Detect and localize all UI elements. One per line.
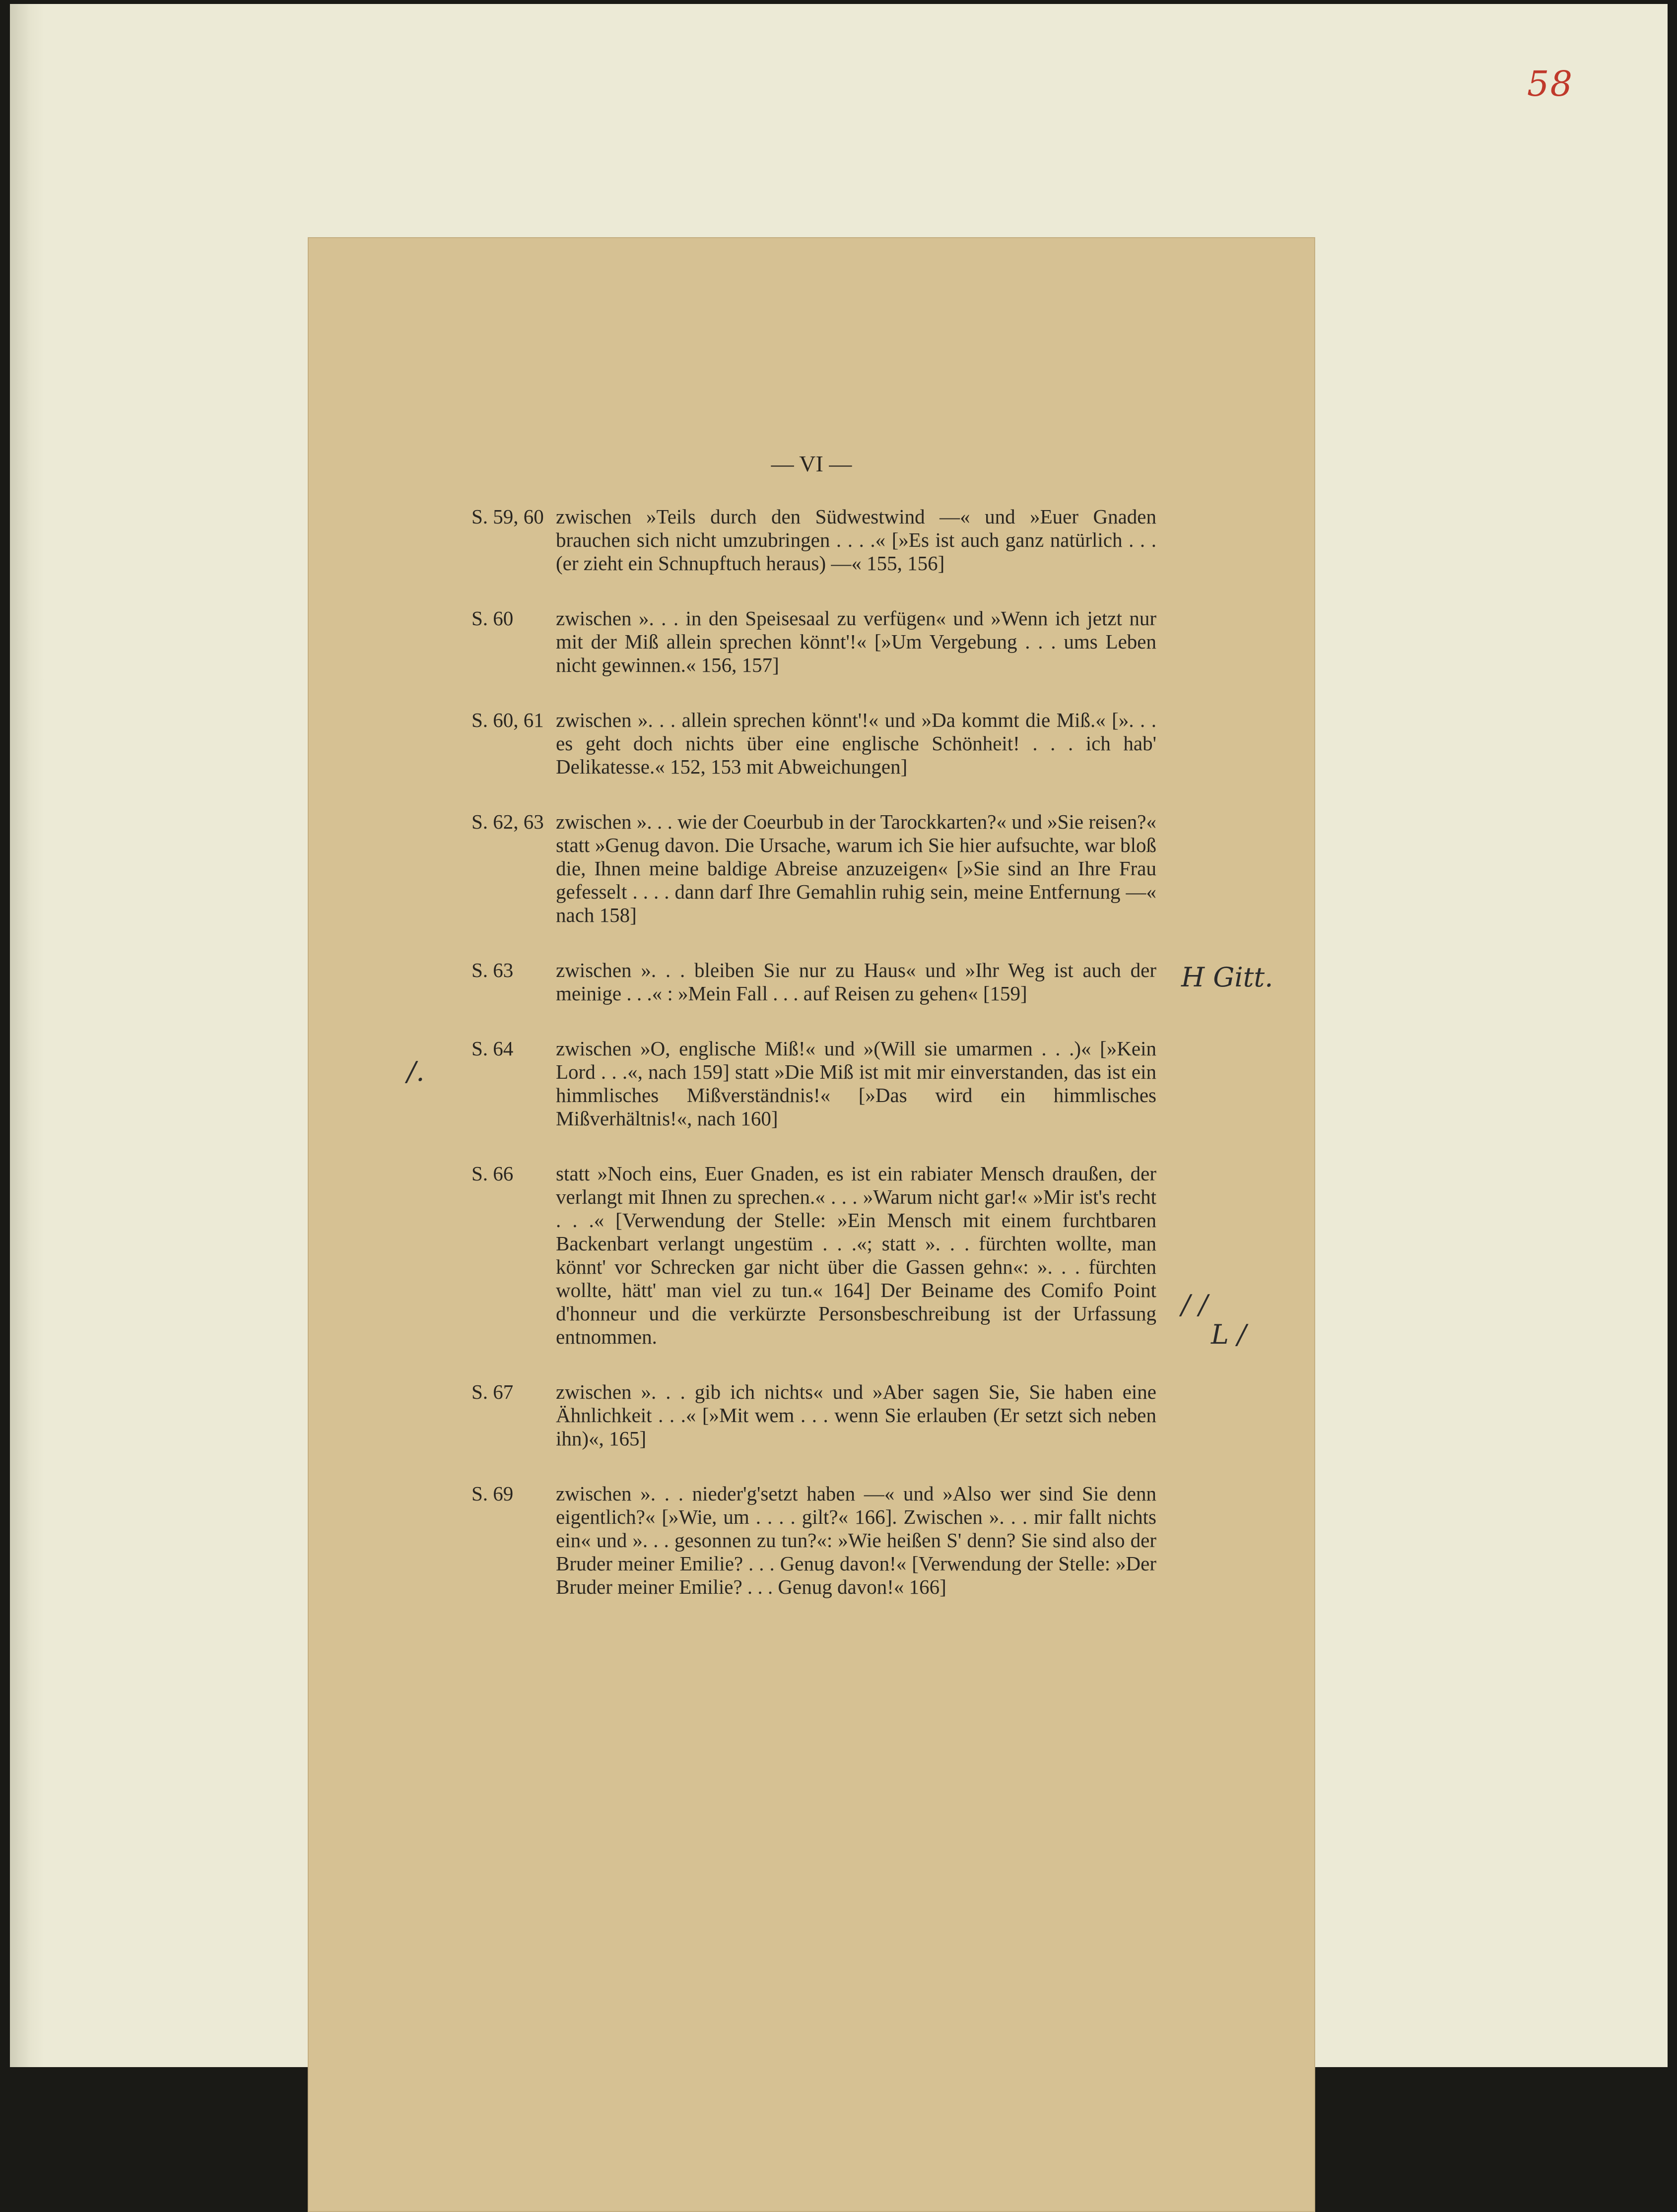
entry-ref: S. 69	[471, 1482, 514, 1505]
margin-note-handwritten: / /	[1181, 1289, 1208, 1320]
margin-note-handwritten: L /	[1211, 1319, 1247, 1350]
page-mount	[10, 4, 1668, 2067]
entry-text: zwischen ». . . wie der Coeurbub in der Tarockkarten?« und »Sie reisen?« statt »Genug davon. Die Ursache, warum ich Sie hier aufsuchte, war bloß die, Ihnen meine baldige Abreise anzuzeigen« [»Sie sind an Ihre Frau gefesselt . . . . dann darf Ihre Gemahlin ruhig sein, meine Entfernung —« nach 158]	[556, 810, 1156, 926]
entry	[471, 1482, 1156, 1599]
entry	[471, 1380, 1156, 1450]
entry-ref: S. 66	[471, 1162, 514, 1185]
entry-text: statt »Noch eins, Euer Gnaden, es ist ein rabiater Mensch draußen, der verlangt mit Ihnen zu sprechen.« . . . »Warum nicht gar!« »Mir ist's recht . . .« [Verwendung der Stelle: »Ein Mensch mit einem furchtbaren Backenbart verlangt ungestüm . . .«; statt ». . . fürchten wollte, man könnt' vor Schrecken gar nicht über die Gassen gehn«: ». . . fürchten wollte, hätt' man viel zu tun.« 164] Der Beiname des Comifo Point d'honneur und die verkürzte Personsbeschreibung ist der Urfassung entnommen.	[556, 1162, 1156, 1348]
entry-text: zwischen ». . . gib ich nichts« und »Aber sagen Sie, Sie haben eine Ähnlichkeit . . .« [»Mit wem . . . wenn Sie erlauben (Er setzt sich neben ihn)«, 165]	[556, 1380, 1156, 1450]
folio-number: 58	[1527, 64, 1573, 104]
entry-ref: S. 62, 63	[471, 810, 544, 833]
entry-text: zwischen »O, englische Miß!« und »(Will sie umarmen . . .)« [»Kein Lord . . .«, nach 159] statt »Die Miß ist mit mir einverstanden, das ist ein himmlisches Mißverständnis!« [»Das wird ein himmlisches Mißverhältnis!«, nach 160]	[556, 1037, 1156, 1130]
entry-text: zwischen ». . . bleiben Sie nur zu Haus« und »Ihr Weg ist auch der meinige . . .« : »Mein Fall . . . auf Reisen zu gehen« [159]	[556, 959, 1156, 1005]
margin-note-handwritten: H Gitt.	[1181, 962, 1274, 993]
entry	[471, 1037, 1156, 1130]
entry-ref: S. 67	[471, 1380, 514, 1403]
entry	[471, 1162, 1156, 1349]
entry-ref: S. 64	[471, 1037, 514, 1060]
entry	[471, 709, 1156, 779]
entry-ref: S. 60	[471, 607, 514, 630]
entry-text: zwischen ». . . nieder'g'setzt haben —« und »Also wer sind Sie denn eigentlich?« [»Wie, um . . . . gilt?« 166]. Zwischen ». . . mir fallt nichts ein« und ». . . gesonnen zu tun?«: »Wie heißen S' denn? Sie sind also der Bruder meiner Emilie? . . . Genug davon!« [Verwendung der Stelle: »Der Bruder meiner Emilie? . . . Genug davon!« 166]	[556, 1482, 1156, 1598]
entry-text: zwischen ». . . in den Speisesaal zu verfügen« und »Wenn ich jetzt nur mit der Miß allein sprechen könnt'!« [»Um Vergebung . . . ums Leben nicht gewinnen.« 156, 157]	[556, 607, 1156, 676]
entry-text: zwischen »Teils durch den Südwestwind —« und »Euer Gnaden brauchen sich nicht umzubringen . . . .« [»Es ist auch ganz natürlich . . . (er zieht ein Schnupftuch heraus) —« 155, 156]	[556, 505, 1156, 575]
entry-ref: S. 60, 61	[471, 709, 544, 731]
page-header: — VI —	[771, 451, 852, 476]
margin-note-handwritten: /.	[407, 1056, 425, 1087]
entry	[471, 505, 1156, 575]
entry-text: zwischen ». . . allein sprechen könnt'!« und »Da kommt die Miß.« [». . . es geht doch nichts über eine englische Schönheit! . . . ich hab' Delikatesse.« 152, 153 mit Abweichungen]	[556, 709, 1156, 778]
entry	[471, 607, 1156, 677]
entry-ref: S. 59, 60	[471, 505, 544, 528]
entry-list	[471, 505, 1156, 1630]
book-binding-edge	[10, 4, 45, 2067]
entry	[471, 810, 1156, 927]
entry	[471, 959, 1156, 1005]
pasted-sheet	[308, 237, 1315, 2212]
entry-ref: S. 63	[471, 959, 514, 981]
